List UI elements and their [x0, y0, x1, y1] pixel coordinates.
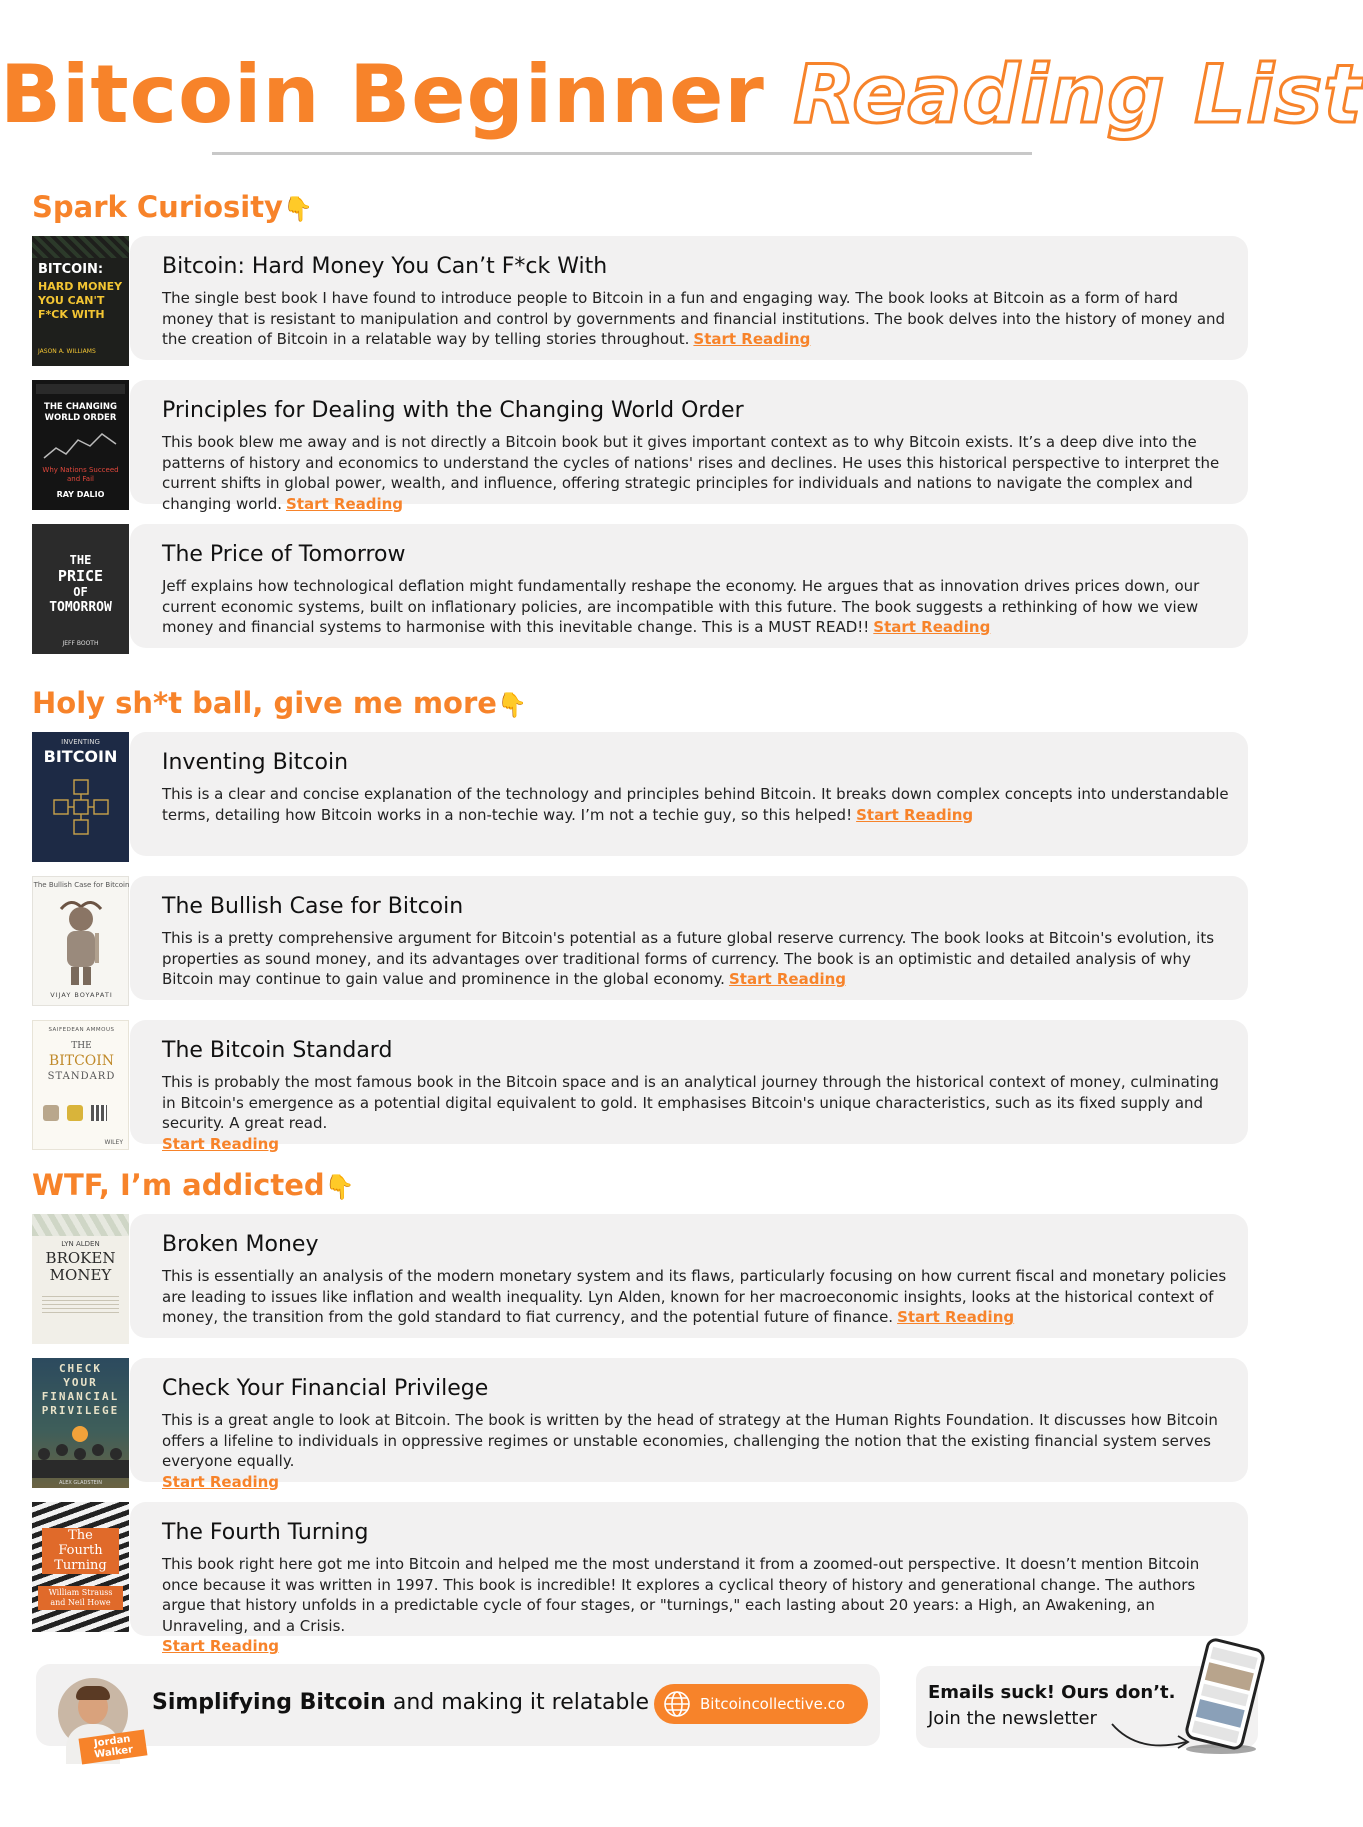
book-cover-bullish-case: The Bullish Case for Bitcoin VIJAY BOYAPATI	[32, 876, 129, 1006]
title-part-1: Bitcoin Beginner	[0, 48, 765, 141]
book-description: This is a pretty comprehensive argument for Bitcoin's potential as a future global reserve currency. The book looks at Bitcoin's evolution, its properties as sound money, and its advantages over traditional forms of currency. The book is an optimistic and detailed analysis of why Bitcoin may continue to gain value and prominence in the global economy. Start Reading	[162, 929, 1215, 988]
start-reading-link[interactable]: Start Reading	[873, 618, 991, 636]
start-reading-link[interactable]: Start Reading	[162, 1134, 280, 1153]
start-reading-link[interactable]: Start Reading	[162, 1472, 280, 1491]
book-title: Inventing Bitcoin	[162, 750, 349, 775]
globe-icon	[662, 1689, 692, 1719]
start-reading-link[interactable]: Start Reading	[162, 1637, 280, 1655]
section-heading-spark-curiosity: Spark Curiosity👇	[32, 190, 313, 224]
book-card	[130, 1358, 1248, 1491]
book-title: Bitcoin: Hard Money You Can’t F*ck With	[162, 254, 608, 279]
book-title: Check Your Financial Privilege	[162, 1376, 489, 1401]
book-description: This is probably the most famous book in the Bitcoin space and is an analytical journey through the historical context of money, culminating in Bitcoin's emergence as a potential digital equivalent to gold. It emphasises Bitcoin's unique characteristics, such as its fixed supply and security. A great read. Start Reading	[162, 1073, 1219, 1153]
newsletter-cta[interactable]: Join the newsletter	[928, 1708, 1097, 1729]
book-cover-hard-money: BITCOIN: HARD MONEY YOU CAN'T F*CK WITH JASON A. WILLIAMS	[32, 236, 129, 366]
book-card	[130, 732, 1248, 856]
book-card	[130, 236, 1248, 360]
page-title	[0, 40, 1363, 150]
pointing-down-icon: 👇	[282, 195, 313, 223]
bull-illustration-icon	[51, 895, 111, 987]
section-heading-addicted: WTF, I’m addicted👇	[32, 1168, 355, 1202]
book-card	[130, 1214, 1248, 1338]
book-cover-changing-world-order: THE CHANGING WORLD ORDER Why Nations Succeed and Fail RAY DALIO	[32, 380, 129, 510]
money-icon	[43, 1105, 59, 1121]
website-label: Bitcoincollective.co	[700, 1695, 846, 1713]
start-reading-link[interactable]: Start Reading	[693, 330, 811, 348]
book-cover-inventing-bitcoin: INVENTING BITCOIN	[32, 732, 129, 862]
qr-code-icon	[91, 1105, 107, 1121]
gold-icon	[67, 1105, 83, 1121]
book-description: The single best book I have found to introduce people to Bitcoin in a fun and engaging way. The book looks at Bitcoin as a form of hard money that is resistant to manipulation and control by governments and financial institutions. The book delves into the history of money and the creation of Bitcoin in a relatable way by telling stories throughout. Start Reading	[162, 289, 1226, 348]
blockchain-cube-icon	[50, 776, 112, 838]
website-button[interactable]	[654, 1684, 868, 1724]
book-card	[130, 380, 1248, 513]
book-description: Jeff explains how technological deflation might fundamentally reshape the economy. He argues that as innovation drives prices down, our current economic systems, built on inflationary policies, are incompatible with this future. The book suggests a rethinking of how we view money and financial systems to harmonise with this inevitable change. This is a MUST READ!! Start Reading	[162, 577, 1200, 636]
start-reading-link[interactable]: Start Reading	[897, 1308, 1015, 1326]
book-cover-broken-money: LYN ALDEN BROKEN MONEY	[32, 1214, 129, 1344]
book-card	[130, 524, 1248, 648]
book-title: Principles for Dealing with the Changing World Order	[162, 398, 744, 423]
title-divider	[212, 152, 1032, 155]
book-description: This book blew me away and is not directly a Bitcoin book but it gives important context as to why Bitcoin exists. It’s a deep dive into the patterns of history and economics to understand the cycles of nations' rises and declines. He uses this historical perspective to interpret the current shifts in global power, wealth, and influence, offering strategic principles for individuals and nations to navigate the complex and changing world. Start Reading	[162, 433, 1220, 513]
book-cover-bitcoin-standard: SAIFEDEAN AMMOUS THE BITCOIN STANDARD WILEY	[32, 1020, 129, 1150]
book-description: This is a great angle to look at Bitcoin. The book is written by the head of strategy at the Human Rights Foundation. It discusses how Bitcoin offers a lifeline to individuals in oppressive regimes or unstable economies, challenging the notion that the existing financial system serves everyone equally. Start Reading	[162, 1411, 1218, 1491]
start-reading-link[interactable]: Start Reading	[856, 805, 974, 824]
book-description: This is essentially an analysis of the modern monetary system and its flaws, particularly focusing on how current fiscal and monetary policies are leading to issues like inflation and wealth inequality. Lyn Alden, known for her macroeconomic insights, looks at the historical context of money, the transition from the gold standard to fiat currency, and the potential future of finance. Start Reading	[162, 1267, 1227, 1326]
book-title: The Bullish Case for Bitcoin	[162, 894, 464, 919]
tagline: Simplifying Bitcoin and making it relatable	[152, 1690, 650, 1715]
curved-arrow-icon	[1108, 1716, 1198, 1756]
book-cover-financial-privilege: CHECK YOUR FINANCIAL PRIVILEGE ALEX GLADSTEIN	[32, 1358, 129, 1488]
book-description: This book right here got me into Bitcoin and helped me the most understand it from a zoomed-out perspective. It doesn’t mention Bitcoin once because it was written in 1997. This book is incredible! It explores a cyclical theory of history and generational change. The authors argue that history unfolds in a predictable cycle of four stages, or "turnings," each lasting about 20 years: a High, an Awakening, an Unraveling, and a Crisis. Start Reading	[162, 1555, 1200, 1655]
author-name-tag: Jordan Walker	[79, 1730, 148, 1765]
book-title: Broken Money	[162, 1232, 319, 1257]
book-title: The Bitcoin Standard	[162, 1038, 393, 1063]
title-part-2: Reading List	[793, 48, 1363, 141]
start-reading-link[interactable]: Start Reading	[286, 494, 404, 513]
book-card	[130, 876, 1248, 1000]
pointing-down-icon: 👇	[324, 1173, 355, 1201]
author-banner	[36, 1664, 880, 1761]
book-description: This is a clear and concise explanation of the technology and principles behind Bitcoin. It breaks down complex concepts into understandable terms, detailing how Bitcoin works in a non-techie way. I’m not a techie guy, so this helped! Start Reading	[162, 785, 1229, 824]
book-title: The Fourth Turning	[162, 1520, 369, 1545]
newsletter-headline: Emails suck! Ours don’t.	[928, 1682, 1176, 1703]
start-reading-link[interactable]: Start Reading	[728, 970, 846, 988]
crowd-illustration-icon	[32, 1424, 129, 1478]
book-card	[130, 1502, 1248, 1655]
section-heading-give-me-more: Holy sh*t ball, give me more👇	[32, 686, 527, 720]
book-card	[130, 1020, 1248, 1153]
book-cover-fourth-turning: The Fourth Turning William Strauss and Neil Howe	[32, 1502, 129, 1632]
book-title: The Price of Tomorrow	[162, 542, 406, 567]
book-cover-price-of-tomorrow: THE PRICE OF TOMORROW JEFF BOOTH	[32, 524, 129, 654]
pointing-down-icon: 👇	[496, 691, 527, 719]
